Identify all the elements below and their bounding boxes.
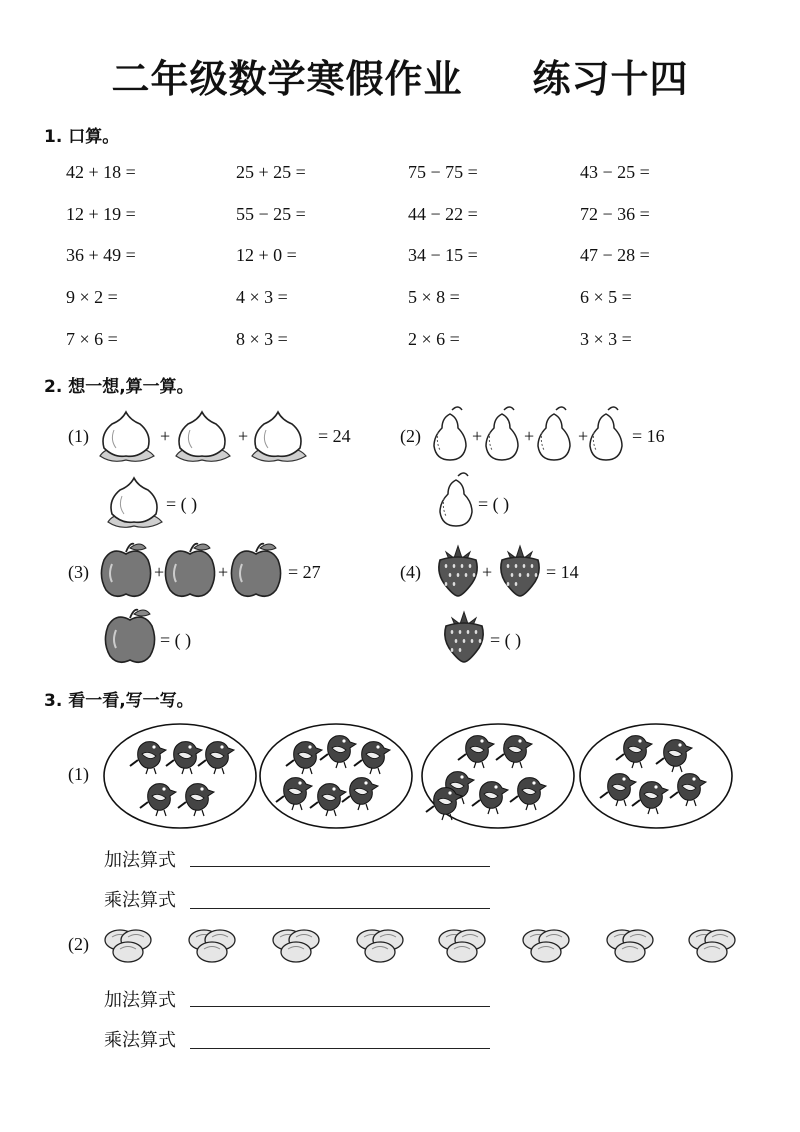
part1-add-label: 加法算式 bbox=[104, 850, 176, 871]
part2-add-label: 加法算式 bbox=[104, 990, 176, 1011]
bird-icon bbox=[320, 736, 356, 768]
math-problem: 55 − 25 = bbox=[236, 204, 306, 224]
egg-icon bbox=[281, 942, 311, 962]
bird-icon bbox=[354, 742, 390, 774]
item3-answer[interactable]: = ( ) bbox=[160, 630, 192, 650]
plus-sign: + bbox=[160, 426, 171, 446]
egg-group bbox=[273, 930, 319, 962]
math-problem: 5 × 8 = bbox=[408, 287, 460, 307]
bird-icon bbox=[656, 740, 692, 772]
plus-sign: + bbox=[482, 562, 493, 582]
math-problem: 43 − 25 = bbox=[580, 162, 650, 182]
egg-icon bbox=[447, 942, 477, 962]
title-main: 二年级数学寒假作业 bbox=[111, 57, 463, 101]
egg-group bbox=[607, 930, 653, 962]
bird-icon bbox=[342, 778, 378, 810]
math-problem: 3 × 3 = bbox=[580, 329, 632, 349]
item1-result: = 24 bbox=[318, 426, 351, 446]
math-problem: 34 − 15 = bbox=[408, 245, 478, 265]
plus-sign: + bbox=[154, 562, 165, 582]
section2-heading: 2. 想一想,算一算。 bbox=[44, 377, 194, 397]
part2-label: (2) bbox=[68, 934, 89, 954]
egg-group bbox=[105, 930, 151, 962]
plus-sign: + bbox=[524, 426, 535, 446]
item4-answer[interactable]: = ( ) bbox=[490, 630, 522, 650]
egg-icon bbox=[615, 942, 645, 962]
bird-icon bbox=[600, 774, 636, 806]
bird-icon bbox=[616, 736, 652, 768]
item1-answer[interactable]: = ( ) bbox=[166, 494, 198, 514]
bird-icon bbox=[310, 784, 346, 816]
egg-group bbox=[439, 930, 485, 962]
plus-sign: + bbox=[218, 562, 229, 582]
section1-heading: 1. 口算。 bbox=[44, 127, 120, 147]
bird-icon bbox=[286, 742, 322, 774]
egg-icon bbox=[113, 942, 143, 962]
item2-label: (2) bbox=[400, 426, 421, 446]
egg-icon bbox=[365, 942, 395, 962]
plus-sign: + bbox=[238, 426, 249, 446]
math-problem: 36 + 49 = bbox=[66, 245, 136, 265]
egg-icon bbox=[531, 942, 561, 962]
bird-icon bbox=[510, 778, 546, 810]
math-problem: 4 × 3 = bbox=[236, 287, 288, 307]
bird-group-oval bbox=[104, 724, 256, 828]
math-problem: 42 + 18 = bbox=[66, 162, 136, 182]
bird-icon bbox=[670, 774, 706, 806]
math-problem: 6 × 5 = bbox=[580, 287, 632, 307]
item3-result: = 27 bbox=[288, 562, 321, 582]
math-problem: 25 + 25 = bbox=[236, 162, 306, 182]
math-problem: 8 × 3 = bbox=[236, 329, 288, 349]
item4-label: (4) bbox=[400, 562, 421, 582]
item2-answer[interactable]: = ( ) bbox=[478, 494, 510, 514]
item1-label: (1) bbox=[68, 426, 89, 446]
bird-icon bbox=[198, 742, 234, 774]
bird-icon bbox=[166, 742, 202, 774]
egg-group bbox=[689, 930, 735, 962]
bird-icon bbox=[632, 782, 668, 814]
math-problem: 47 − 28 = bbox=[580, 245, 650, 265]
bird-icon bbox=[472, 782, 508, 814]
item3-label: (3) bbox=[68, 562, 89, 582]
item2-result: = 16 bbox=[632, 426, 665, 446]
part2-mul-label: 乘法算式 bbox=[104, 1030, 176, 1051]
math-problem: 44 − 22 = bbox=[408, 204, 478, 224]
part1-mul-label: 乘法算式 bbox=[104, 890, 176, 911]
bird-icon bbox=[458, 736, 494, 768]
bird-icon bbox=[178, 784, 214, 816]
egg-group bbox=[357, 930, 403, 962]
egg-group bbox=[523, 930, 569, 962]
bird-icon bbox=[140, 784, 176, 816]
math-problem: 72 − 36 = bbox=[580, 204, 650, 224]
egg-icon bbox=[697, 942, 727, 962]
section3-heading: 3. 看一看,写一写。 bbox=[44, 691, 194, 711]
math-problem: 12 + 0 = bbox=[236, 245, 297, 265]
math-problem: 9 × 2 = bbox=[66, 287, 118, 307]
bird-group-oval bbox=[580, 724, 732, 828]
plus-sign: + bbox=[472, 426, 483, 446]
bird-icon bbox=[130, 742, 166, 774]
egg-icon bbox=[197, 942, 227, 962]
bird-icon bbox=[276, 778, 312, 810]
math-problem: 7 × 6 = bbox=[66, 329, 118, 349]
math-problem: 75 − 75 = bbox=[408, 162, 478, 182]
plus-sign: + bbox=[578, 426, 589, 446]
math-problem: 2 × 6 = bbox=[408, 329, 460, 349]
part1-label: (1) bbox=[68, 764, 89, 784]
title-sub: 练习十四 bbox=[532, 57, 689, 101]
egg-group bbox=[189, 930, 235, 962]
math-problem: 12 + 19 = bbox=[66, 204, 136, 224]
item4-result: = 14 bbox=[546, 562, 579, 582]
bird-icon bbox=[496, 736, 532, 768]
